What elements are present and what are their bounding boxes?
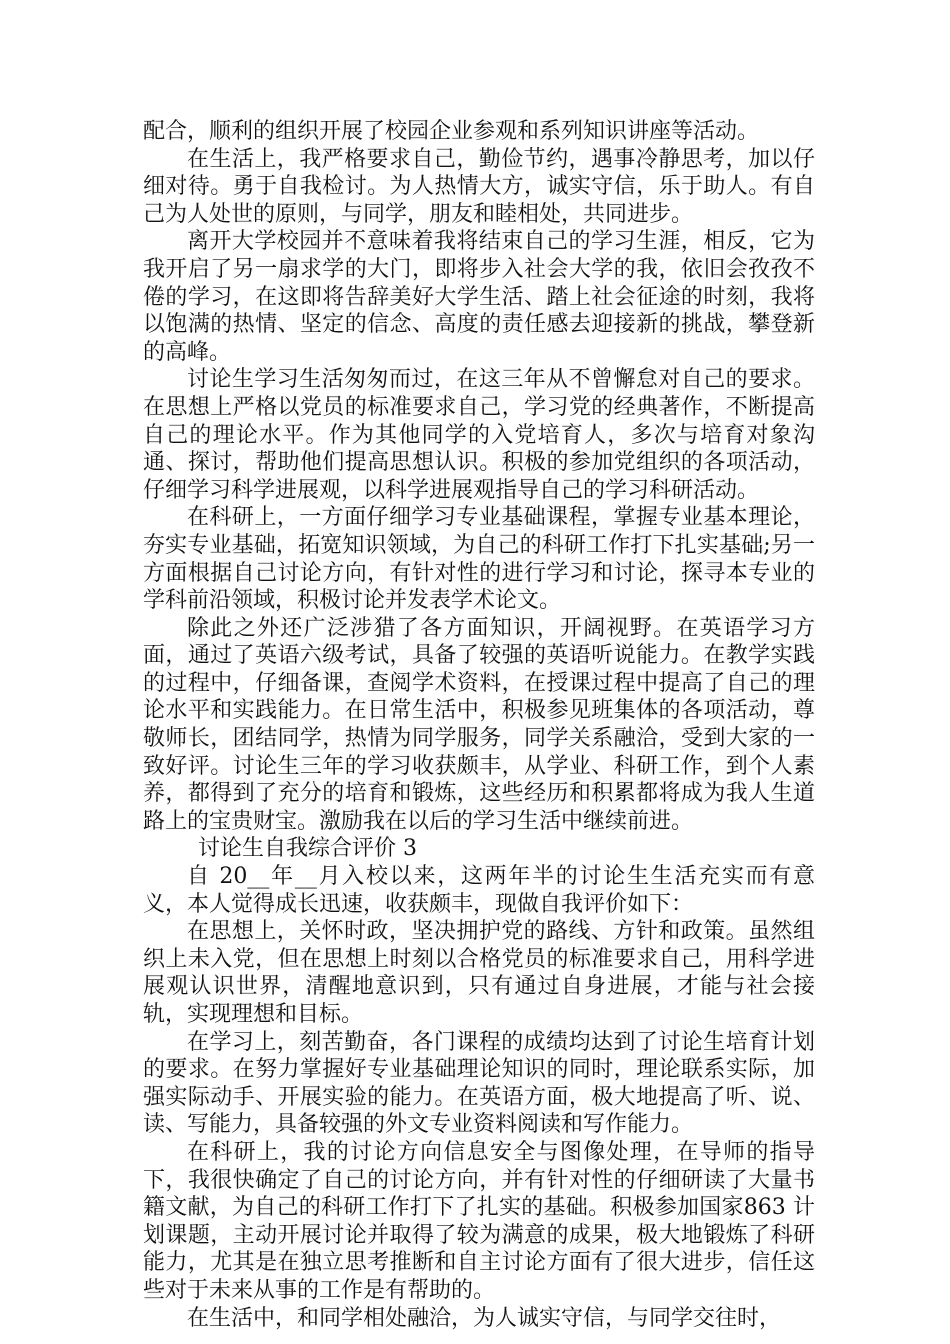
paragraph: 在学习上，刻苦勤奋，各门课程的成绩均达到了讨论生培育计划的要求。在努力掌握好专业基础理论知识的同时，理论联系实际，加强实际动手、开展实验的能力。在英语方面，极大地提高了听、说、读、写能力，具备较强的外文专业资料阅读和写作能力。 bbox=[143, 1029, 815, 1138]
paragraph: 在科研上，一方面仔细学习专业基础课程，掌握专业基本理论，夯实专业基础，拓宽知识领域，为自己的科研工作打下扎实基础;另一方面根据自己讨论方向，有针对性的进行学习和讨论，探寻本专业的学科前沿领域，积极讨论并发表学术论文。 bbox=[143, 505, 815, 614]
paragraph: 配合，顺利的组织开展了校园企业参观和系列知识讲座等活动。 bbox=[143, 119, 760, 144]
paragraph: 在生活中，和同学相处融洽，为人诚实守信，与同学交往时， bbox=[187, 1305, 782, 1331]
paragraph: 在生活上，我严格要求自己，勤俭节约，遇事冷静思考，加以仔细对待。勇于自我检讨。为人热情大方，诚实守信，乐于助人。有自己为人处世的原则，与同学，朋友和睦相处，共同进步。 bbox=[143, 146, 815, 227]
paragraph: 离开大学校园并不意味着我将结束自己的学习生涯，相反，它为我开启了另一扇求学的大门，即将步入社会大学的我，依旧会孜孜不倦的学习，在这即将告辞美好大学生活、踏上社会征途的时刻，我将以饱满的热情、坚定的信念、高度的责任感去迎接新的挑战，攀登新的高峰。 bbox=[143, 229, 815, 365]
section-heading: 讨论生自我综合评价 3 bbox=[198, 836, 417, 862]
paragraph: 在思想上，关怀时政，坚决拥护党的路线、方针和政策。虽然组织上未入党，但在思想上时刻以合格党员的标准要求自己，用科学进展观认识世界，清醒地意识到，只有通过自身进展，才能与社会接轨，实现理想和目标。 bbox=[143, 919, 815, 1027]
paragraph: 自 20__年__月入校以来，这两年半的讨论生生活充实而有意义，本人觉得成长迅速，收获颇丰，现做自我评价如下： bbox=[143, 864, 815, 917]
document-body bbox=[143, 118, 815, 1332]
paragraph: 讨论生学习生活匆匆而过，在这三年从不曾懈怠对自己的要求。在思想上严格以党员的标准要求自己，学习党的经典著作，不断提高自己的理论水平。作为其他同学的入党培育人，多次与培育对象沟通、探讨，帮助他们提高思想认识。积极的参加党组织的各项活动，仔细学习科学进展观，以科学进展观指导自己的学习科研活动。 bbox=[143, 367, 815, 503]
paragraph: 除此之外还广泛涉猎了各方面知识，开阔视野。在英语学习方面，通过了英语六级考试，具备了较强的英语听说能力。在教学实践的过程中，仔细备课，查阅学术资料，在授课过程中提高了自己的理论水平和实践能力。在日常生活中，积极参见班集体的各项活动，尊敬师长，团结同学，热情为同学服务，同学关系融洽，受到大家的一致好评。讨论生三年的学习收获颇丰，从学业、科研工作，到个人素养，都得到了充分的培育和锻炼，这些经历和积累都将成为我人生道路上的宝贵财宝。激励我在以后的学习生活中继续前进。 bbox=[143, 615, 815, 834]
paragraph: 在科研上，我的讨论方向信息安全与图像处理，在导师的指导下，我很快确定了自己的讨论方向，并有针对性的仔细研读了大量书籍文献，为自己的科研工作打下了扎实的基础。积极参加国家863 计划课题，主动开展讨论并取得了较为满意的成果，极大地锻炼了科研能力，尤其是在独立思考推断和自主讨论方面有了很大进步，信任这些对于未来从事的工作是有帮助的。 bbox=[143, 1139, 815, 1303]
